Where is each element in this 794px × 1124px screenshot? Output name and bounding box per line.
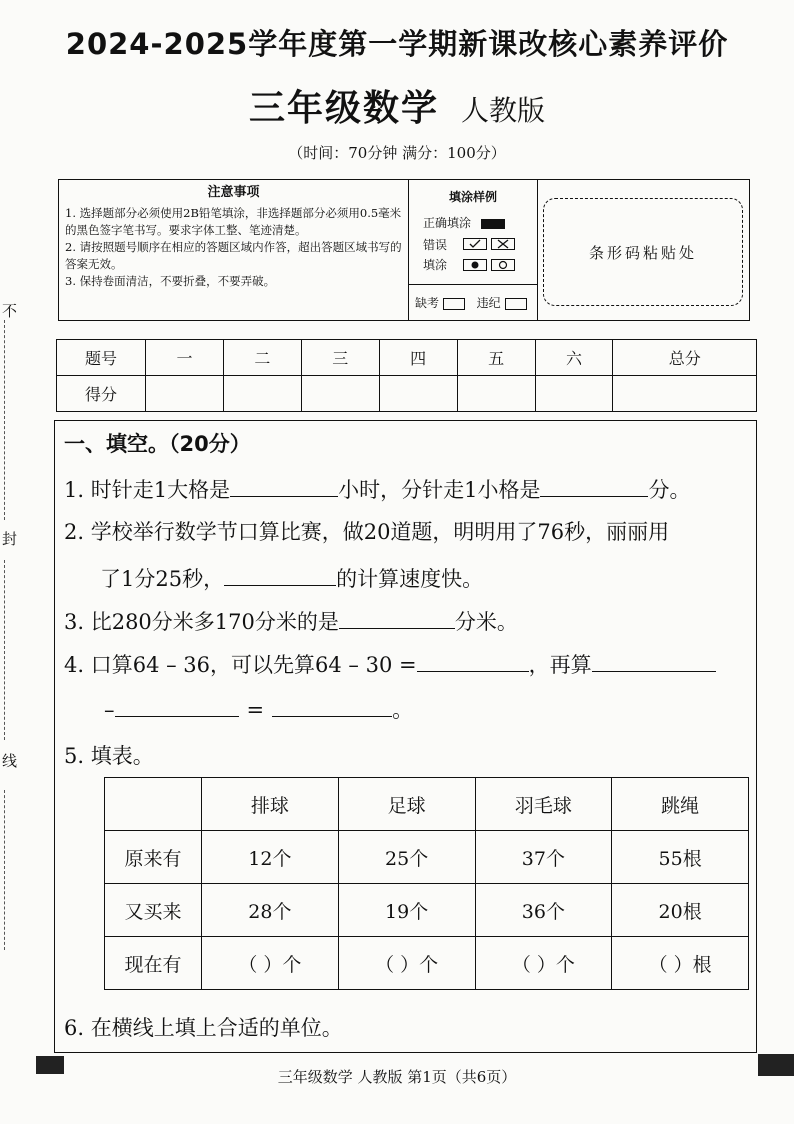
notice-column bbox=[59, 180, 409, 320]
table-row bbox=[105, 937, 749, 990]
score-cell[interactable] bbox=[613, 376, 757, 412]
score-row-label: 得分 bbox=[57, 376, 146, 412]
question-2-line-1: 2. 学校举行数学节口算比赛，做20道题，明明用了76秒，丽丽用 bbox=[64, 520, 670, 544]
q3-text: 3. 比280分米多170分米的是 bbox=[64, 610, 339, 634]
notice-item: 2. 请按照题号顺序在相应的答题区域内作答，超出答题区域书写的答案无效。 bbox=[65, 240, 402, 271]
score-header-cell: 四 bbox=[379, 340, 457, 376]
subject-title bbox=[0, 80, 794, 131]
notice-item: 1. 选择题部分必须使用2B铅笔填涂，非选择题部分必须用0.5毫米的黑色签字笔书写。要求字体工整、笔迹清楚。 bbox=[65, 206, 402, 237]
question-3 bbox=[64, 606, 518, 636]
question-1 bbox=[64, 474, 690, 504]
fill-cell: 12个 bbox=[202, 831, 339, 884]
wrong-marks-row2 bbox=[463, 257, 515, 271]
notice-heading: 注意事项 bbox=[207, 185, 260, 200]
wrong-marks-row1 bbox=[463, 236, 515, 250]
fill-header-cell: 羽毛球 bbox=[475, 778, 612, 831]
score-cell[interactable] bbox=[223, 376, 301, 412]
sample-divider bbox=[409, 284, 537, 285]
table-row bbox=[57, 340, 757, 376]
exam-meta: （时间：70分钟 满分：100分） bbox=[288, 144, 506, 162]
sample-column bbox=[409, 180, 538, 320]
fill-cell: 19个 bbox=[338, 884, 475, 937]
q4-blank-2[interactable] bbox=[592, 651, 716, 672]
score-header-cell: 二 bbox=[223, 340, 301, 376]
page-footer: 三年级数学 人教版 第1页（共6页） bbox=[277, 1068, 517, 1086]
fill-cell: 20根 bbox=[612, 884, 749, 937]
fill-row-label: 原来有 bbox=[105, 831, 202, 884]
answer-cell[interactable]: （ ）个 bbox=[475, 937, 612, 990]
filled-mark-icon bbox=[481, 219, 505, 229]
table-row bbox=[105, 778, 749, 831]
score-header-cell: 五 bbox=[457, 340, 535, 376]
score-header-cell: 一 bbox=[146, 340, 224, 376]
score-cell[interactable] bbox=[301, 376, 379, 412]
score-table bbox=[56, 339, 757, 412]
absent-violation-row bbox=[415, 294, 527, 311]
score-cell[interactable] bbox=[379, 376, 457, 412]
q3-text: 分米。 bbox=[454, 610, 518, 634]
score-cell[interactable] bbox=[457, 376, 535, 412]
exam-title: 2024-2025学年度第一学期新课改核心素养评价 bbox=[65, 27, 729, 61]
wrong-sample-label-2: 填涂 bbox=[423, 258, 448, 272]
circle-mark-icon bbox=[491, 259, 515, 271]
q1-text: 1. 时针走1大格是 bbox=[64, 478, 231, 502]
correct-label: 正确填涂 bbox=[423, 216, 472, 230]
fill-cell: 37个 bbox=[475, 831, 612, 884]
violation-box[interactable] bbox=[505, 298, 527, 310]
question-2-line-2 bbox=[100, 563, 483, 593]
score-header-cell: 总分 bbox=[613, 340, 757, 376]
binding-line bbox=[4, 560, 5, 740]
binding-line bbox=[4, 320, 5, 520]
q1-blank-1[interactable] bbox=[230, 476, 338, 497]
margin-mark: 封 bbox=[2, 530, 18, 548]
fill-cell: 55根 bbox=[612, 831, 749, 884]
q4-text: 。 bbox=[392, 698, 414, 722]
wrong-sample-label: 错误 bbox=[423, 238, 448, 252]
q2-blank[interactable] bbox=[224, 565, 336, 586]
q4-text: – bbox=[104, 698, 115, 722]
correct-sample bbox=[423, 214, 505, 231]
notice-box bbox=[58, 179, 750, 321]
question-4-line-2 bbox=[104, 694, 413, 724]
score-cell[interactable] bbox=[535, 376, 613, 412]
answer-cell[interactable]: （ ）个 bbox=[338, 937, 475, 990]
score-header-cell: 题号 bbox=[57, 340, 146, 376]
q3-blank[interactable] bbox=[339, 608, 455, 629]
score-header-cell: 三 bbox=[301, 340, 379, 376]
question-4-line-1 bbox=[64, 649, 716, 679]
q4-blank-3[interactable] bbox=[115, 696, 239, 717]
table-row bbox=[57, 376, 757, 412]
margin-mark: 线 bbox=[2, 752, 18, 770]
fill-header-cell: 跳绳 bbox=[612, 778, 749, 831]
q4-blank-4[interactable] bbox=[272, 696, 392, 717]
q4-text: = bbox=[246, 698, 265, 722]
q2-text: 的计算速度快。 bbox=[336, 567, 484, 591]
answer-cell[interactable]: （ ）个 bbox=[202, 937, 339, 990]
absent-label: 缺考 bbox=[415, 296, 440, 310]
table-row bbox=[105, 831, 749, 884]
fill-header-cell bbox=[105, 778, 202, 831]
fill-table bbox=[104, 777, 749, 990]
edition: 人教版 bbox=[461, 94, 546, 127]
table-row bbox=[105, 884, 749, 937]
q4-blank-1[interactable] bbox=[417, 651, 529, 672]
answer-cell[interactable]: （ ）根 bbox=[612, 937, 749, 990]
cross-mark-icon bbox=[491, 238, 515, 250]
q1-text: 小时，分针走1小格是 bbox=[338, 478, 541, 502]
binding-line bbox=[4, 790, 5, 950]
question-6: 6. 在横线上填上合适的单位。 bbox=[64, 1016, 343, 1040]
q4-text: ，再算 bbox=[528, 653, 592, 677]
margin-mark: 不 bbox=[2, 302, 18, 320]
section-title: 一、填空。（20分） bbox=[64, 432, 251, 456]
subject-name: 三年级数学 bbox=[248, 88, 439, 129]
q4-text: 4. 口算64 – 36，可以先算64 – 30 = bbox=[64, 653, 417, 677]
check-mark-icon bbox=[463, 238, 487, 250]
fill-cell: 25个 bbox=[338, 831, 475, 884]
dot-mark-icon bbox=[463, 259, 487, 271]
score-cell[interactable] bbox=[146, 376, 224, 412]
notice-item: 3. 保持卷面清洁，不要折叠，不要弄破。 bbox=[65, 274, 276, 288]
q1-text: 分。 bbox=[648, 478, 691, 502]
score-header-cell: 六 bbox=[535, 340, 613, 376]
barcode-column bbox=[537, 180, 749, 320]
fill-cell: 28个 bbox=[202, 884, 339, 937]
q1-blank-2[interactable] bbox=[540, 476, 648, 497]
sample-heading: 填涂样例 bbox=[448, 190, 497, 204]
fill-row-label: 又买来 bbox=[105, 884, 202, 937]
absent-box[interactable] bbox=[443, 298, 465, 310]
fill-header-cell: 足球 bbox=[338, 778, 475, 831]
fill-cell: 36个 bbox=[475, 884, 612, 937]
barcode-area: 条形码粘贴处 bbox=[543, 198, 743, 306]
fill-row-label: 现在有 bbox=[105, 937, 202, 990]
violation-label: 违纪 bbox=[476, 296, 501, 310]
fill-header-cell: 排球 bbox=[202, 778, 339, 831]
question-5: 5. 填表。 bbox=[64, 744, 154, 768]
q2-text: 了1分25秒， bbox=[100, 567, 225, 591]
